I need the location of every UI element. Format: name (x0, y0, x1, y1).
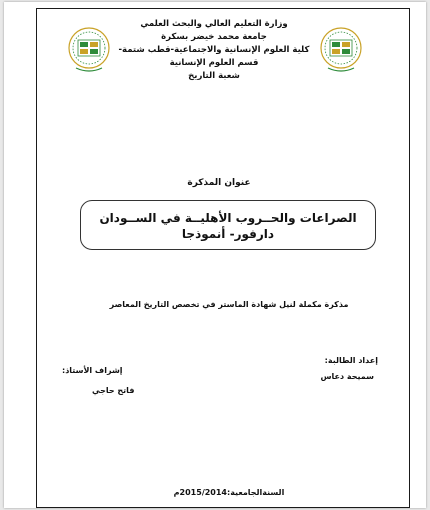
supervisor-name: فاتح حاجي (92, 386, 135, 395)
university-logo-icon (66, 24, 112, 76)
university-line: جامعة محمد خيضر بسكرة (161, 32, 267, 42)
thesis-title-box (80, 200, 376, 250)
student-label: إعداد الطالبة: (324, 356, 378, 365)
document-page (4, 2, 426, 508)
supervisor-label: إشراف الأستاذ: (62, 366, 123, 375)
department-line: قسم العلوم الإنسانية (169, 58, 259, 68)
student-name: سميحة دعاس (320, 372, 374, 381)
page-border-frame (36, 8, 410, 508)
academic-year: السنةالجامعية:2015/2014م (173, 488, 285, 497)
university-logo-icon (318, 24, 364, 76)
thesis-heading: عنوان المذكرة (187, 178, 251, 188)
thesis-subtitle: مذكرة مكملة لنيل شهادة الماستر في تخصص التاريخ المعاصر (109, 300, 349, 309)
branch-line: شعبة التاريخ (188, 71, 240, 81)
thesis-title-line2: دارفور- أنموذجا (181, 227, 275, 241)
ministry-line: وزارة التعليم العالي والبحث العلمي (140, 19, 288, 29)
institution-header (114, 18, 314, 83)
thesis-title-line1: الصراعات والحــروب الأهليــة في الســودان (99, 211, 357, 225)
faculty-line: كلية العلوم الإنسانية والاجتماعية-قطب شتمة- (118, 45, 310, 55)
